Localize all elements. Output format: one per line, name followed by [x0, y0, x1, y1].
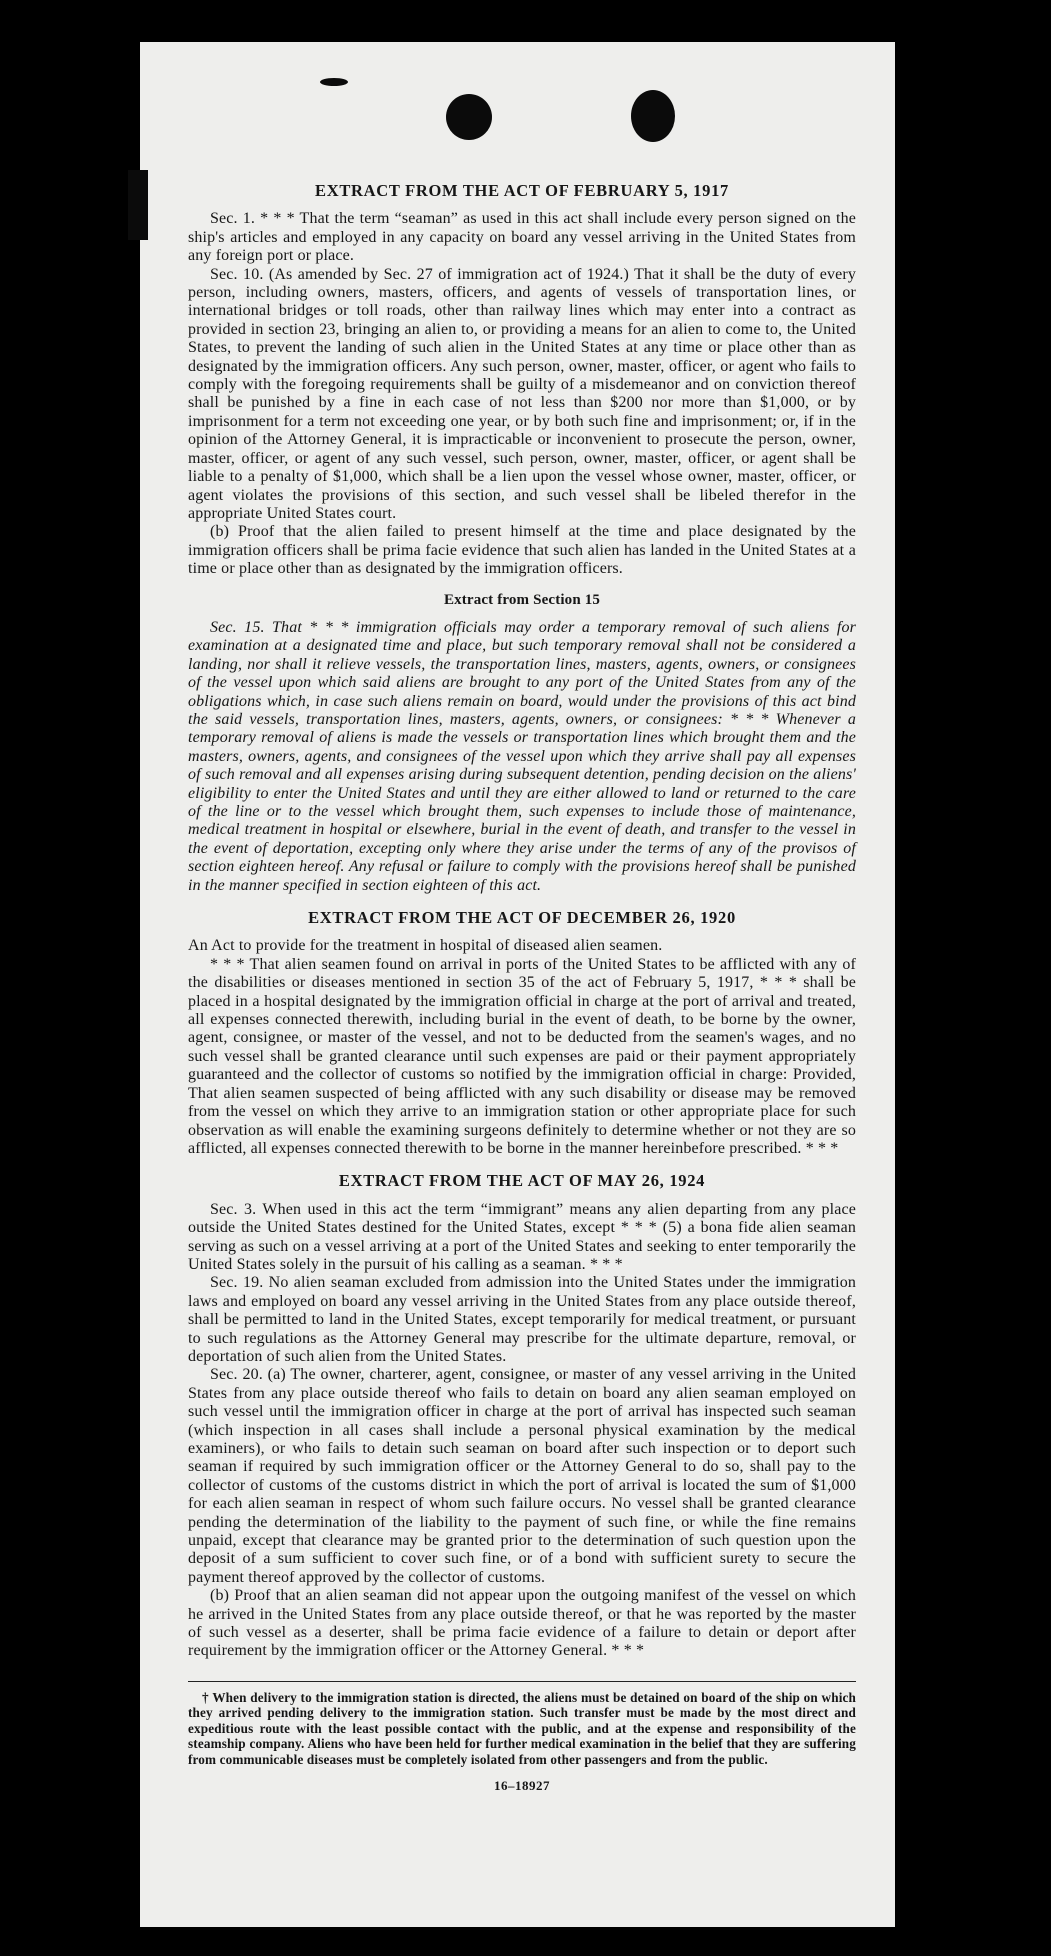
act-1920-title: An Act to provide for the treatment in hospital of diseased alien seamen. [188, 937, 663, 955]
footnote [188, 1690, 856, 1767]
form-number: 16–18927 [494, 1777, 550, 1793]
punch-hole [631, 90, 675, 142]
footnote-text: † When delivery to the immigration station is directed, the aliens must be detained on board of the ship on which they arrived pending delivery to the immigration station. Such transfer must be made by the most direct and expeditious route with the least possible contact with the public, and at the expense and responsibility of the steamship company. Aliens who have been held for further medical examination in the belief that they are suffering from communicable diseases must be completely isolated from other passengers and from the public. [188, 1689, 856, 1767]
scan-edge-mark [128, 170, 148, 240]
heading-section-15: Extract from Section 15 [443, 591, 601, 608]
footnote-divider [188, 1681, 856, 1682]
sec-3-paragraph: Sec. 3. When used in this act the term “immigrant” means any alien departing from any place outside the United States destined for the United States, except * * * (5) a bona fide alien seaman serving as such on a vessel arriving at a port of the United States and seeking to enter temporarily the United States solely in the pursuit of his calling as a seaman. * * * [188, 1200, 856, 1273]
heading-act-1920: EXTRACT FROM THE ACT OF DECEMBER 26, 1920 [308, 908, 736, 928]
heading-act-1917: EXTRACT FROM THE ACT OF FEBRUARY 5, 1917 [315, 181, 729, 200]
document-body [188, 182, 856, 1795]
punch-hole [446, 94, 492, 140]
sec-19-paragraph: Sec. 19. No alien seaman excluded from admission into the United States under the immigration laws and employed on board any vessel arriving in the United States from any place outside thereof, shall be permitted to land in the United States, except temporarily for medical treatment, or pursuant to such regulations as the Attorney General may prescribe for the ultimate departure, removal, or deportation of such alien from the United States. [188, 1274, 856, 1365]
document-page [140, 42, 895, 1927]
sec-20a-paragraph: Sec. 20. (a) The owner, charterer, agent, consignee, or master of any vessel arriving in the United States from any place outside thereof who fails to detain on board any alien seaman employed on such vessel until the immigration officer in charge at the port of arrival has inspected such seaman (which inspection in all cases shall include a personal physical examination by the medical examiners), or who fails to detain such seaman on board after such inspection or to deport such seaman if required by such immigration officer or the Attorney General to do so, shall pay to the collector of customs of the customs district in which the port of arrival is located the sum of $1,000 for each alien seaman in respect of whom such failure occurs. No vessel shall be granted clearance pending the determination of the liability to the payment of such fine, or while the fine remains unpaid, except that clearance may be granted prior to the determination of such question upon the deposit of a sum sufficient to cover such fine, or of a bond with sufficient surety to secure the payment thereof approved by the collector of customs. [188, 1366, 856, 1586]
sec-10b-paragraph: (b) Proof that the alien failed to present himself at the time and place designated by the immigration officers shall be prima facie evidence that such alien has landed in the United States at a time or place other than as designated by the immigration officers. [188, 523, 856, 578]
heading-act-1924: EXTRACT FROM THE ACT OF MAY 26, 1924 [338, 1171, 706, 1191]
sec-10-paragraph: Sec. 10. (As amended by Sec. 27 of immigration act of 1924.) That it shall be the duty of every person, including owners, masters, officers, and agents of vessels of transportation lines, or international bridges or toll roads, other than railway lines which may enter into a contract as provided in section 23, bringing an alien to, or providing a means for an alien to come to, the United States, to prevent the landing of such alien in the United States at any time or place other than as designated by the immigration officers. Any such person, owner, master, officer, or agent who fails to comply with the foregoing requirements shall be guilty of a misdemeanor and on conviction thereof shall be punished by a fine in each case of not less than $200 nor more than $1,000, or by imprisonment for a term not exceeding one year, or by both such fine and imprisonment; or, if in the opinion of the Attorney General, it is impracticable or inconvenient to prosecute the person, owner, master, officer, or agent of any such vessel, such person, owner, master, officer, or agent shall be liable to a penalty of $1,000, which shall be a lien upon the vessel whose owner, master, officer, or agent violates the provisions of this section, and such vessel shall be libeled therefor in the appropriate United States court. [188, 265, 856, 522]
act-1920-paragraph: * * * That alien seamen found on arrival in ports of the United States to be afflicted with any of the disabilities or diseases mentioned in section 35 of the act of February 5, 1917, * * * shall be placed in a hospital designated by the immigration official in charge at the port of arrival and treated, all expenses connected therewith, including burial in the event of death, to be borne by the owner, agent, consignee, or master of the vessel, and not to be deducted from the seamen's wages, and no such vessel shall be granted clearance until such expenses are paid or their payment appropriately guaranteed and the collector of customs so notified by the immigration official in charge: Provided, That alien seamen suspected of being afflicted with any such disability or disease may be removed from the vessel on which they arrive to an immigration station or other appropriate place for such observation as will enable the examining surgeons definitely to determine whether or not they are so afflicted, all expenses connected therewith to be borne in the manner hereinbefore prescribed. * * * [188, 955, 856, 1157]
sec-1-paragraph: Sec. 1. * * * That the term “seaman” as used in this act shall include every person signed on the ship's articles and employed in any capacity on board any vessel arriving in the United States from any foreign port or place. [188, 210, 856, 265]
sec-20b-paragraph: (b) Proof that an alien seaman did not appear upon the outgoing manifest of the vessel on which he arrived in the United States from any place outside thereof, or that he was reported by the master of such vessel as a deserter, shall be prima facie evidence of a failure to detain or deport after requirement by the immigration officer or the Attorney General. * * * [188, 1587, 856, 1660]
paper-tear [320, 78, 348, 86]
sec-15-paragraph: Sec. 15. That * * * immigration officials may order a temporary removal of such aliens for examination at a designated time and place, but such temporary removal shall not be considered a landing, nor shall it relieve vessels, the transportation lines, masters, agents, owners, or consignees of the vessel upon which said aliens are brought to any port of the United States from any of the obligations which, in case such aliens remain on board, would under the provisions of this act bind the said vessels, transportation lines, masters, agents, owners, or consignees: * * * Whenever a temporary removal of aliens is made the vessels or transportation lines which brought them and the masters, owners, agents, and consignees of the vessel upon which they arrive shall pay all expenses of such removal and all expenses arising during subsequent detention, pending decision on the aliens' eligibility to enter the United States and until they are either allowed to land or returned to the care of the line or to the vessel which brought them, such expenses to include those of maintenance, medical treatment in hospital or elsewhere, burial in the event of death, and transfer to the vessel in the event of deportation, excepting only where they arise under the terms of any of the provisos of section eighteen hereof. Any refusal or failure to comply with the provisions hereof shall be punished in the manner specified in section eighteen of this act. [188, 618, 856, 894]
